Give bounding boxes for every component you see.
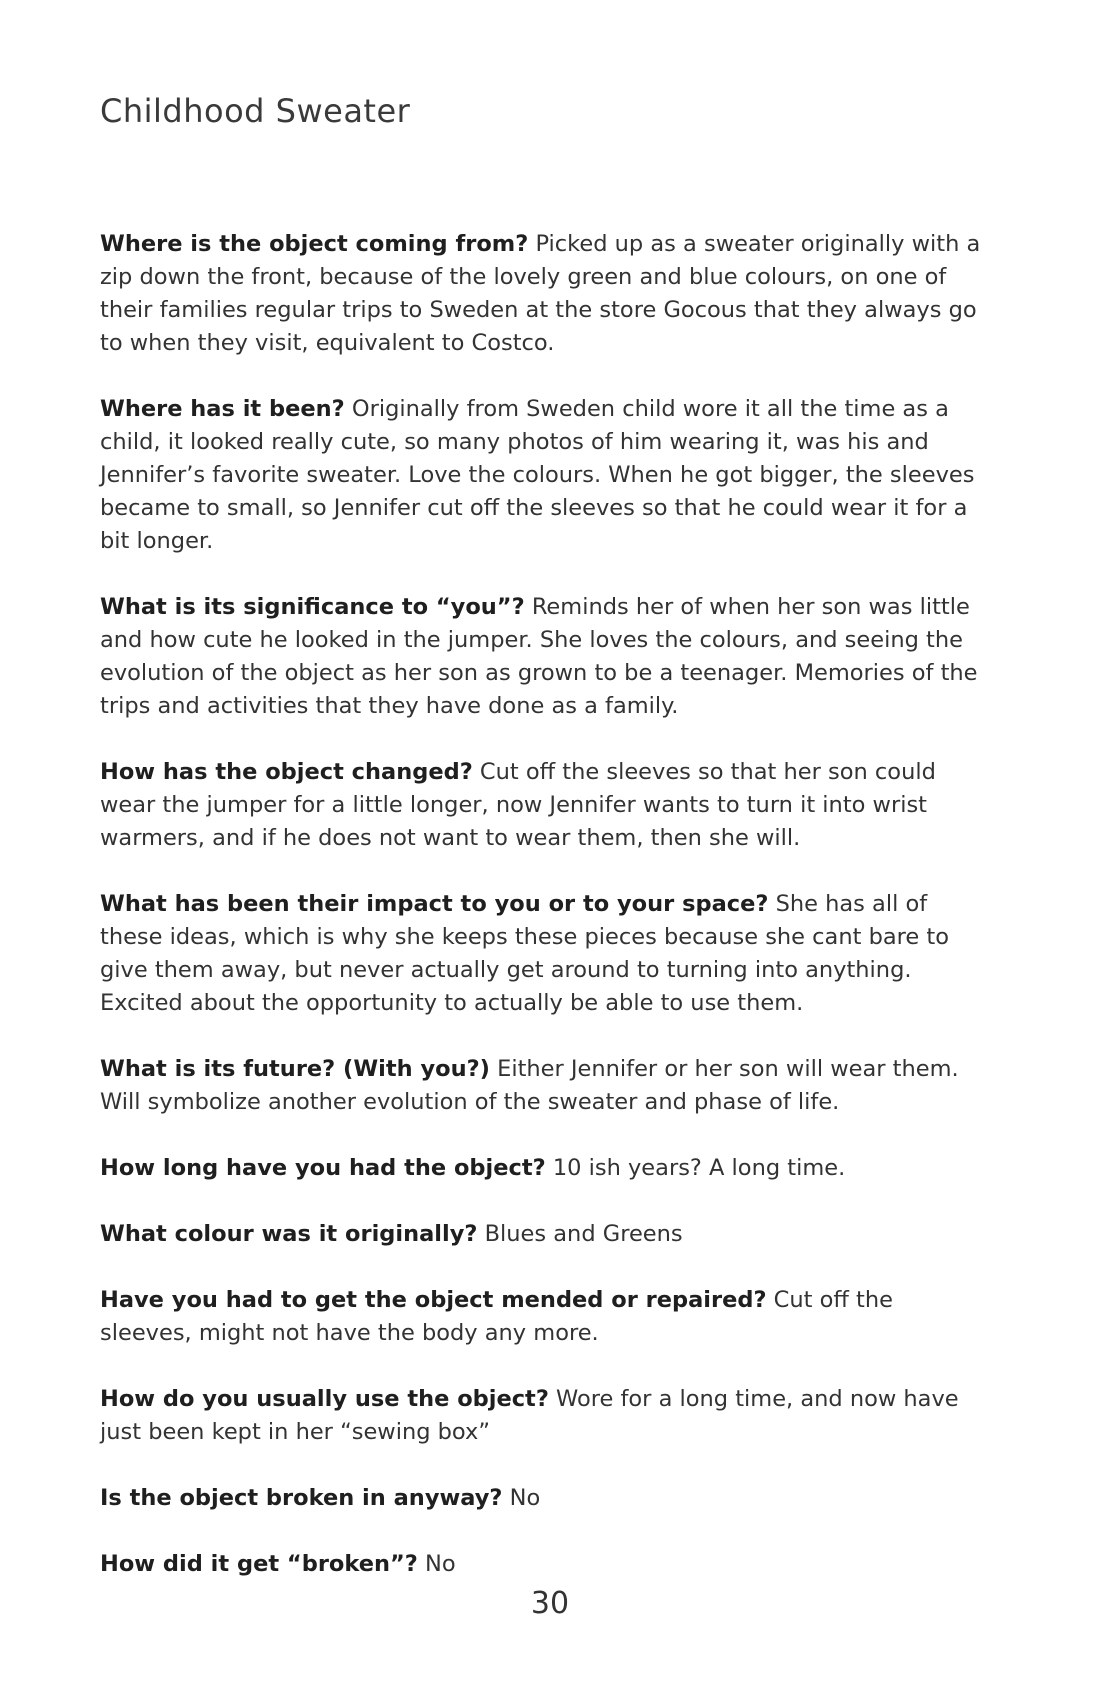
page-title: Childhood Sweater bbox=[100, 92, 411, 130]
qa-item bbox=[100, 1218, 990, 1251]
answer: No bbox=[425, 1551, 456, 1577]
question: What colour was it originally? bbox=[100, 1221, 478, 1247]
answer: Originally from Sweden child wore it all the time as a child, it looked really cute, so many photos of him wearing it, was his and Jennifer’s favorite sweater. Love the colours. When he got bigger, the sleeves became to small, so Jennifer cut off the sleeves so that he could wear it for a bit longer. bbox=[100, 396, 975, 554]
answer: Reminds her of when her son was little and how cute he looked in the jumper. She loves the colours, and seeing the evolution of the object as her son as grown to be a teenager. Memories of the trips and activities that they have done as a family. bbox=[100, 594, 978, 719]
qa-item bbox=[100, 228, 990, 360]
question: What is its significance to “you”? bbox=[100, 594, 525, 620]
question: How long have you had the object? bbox=[100, 1155, 546, 1181]
qa-item bbox=[100, 756, 990, 855]
qa-item bbox=[100, 1383, 990, 1449]
qa-item bbox=[100, 1548, 990, 1581]
qa-item bbox=[100, 1152, 990, 1185]
answer: Picked up as a sweater originally with a zip down the front, because of the lovely green and blue colours, on one of their families regular trips to Sweden at the store Gocous that they always go to when they visit, equivalent to Costco. bbox=[100, 231, 981, 356]
answer: Cut off the sleeves so that her son could wear the jumper for a little longer, now Jennifer wants to turn it into wrist warmers, and if he does not want to wear them, then she will. bbox=[100, 759, 936, 851]
answer: No bbox=[509, 1485, 541, 1511]
qa-item bbox=[100, 1284, 990, 1350]
qa-item bbox=[100, 1482, 990, 1515]
question: Is the object broken in anyway? bbox=[100, 1485, 503, 1511]
question: How do you usually use the object? bbox=[100, 1386, 549, 1412]
question: Where has it been? bbox=[100, 396, 345, 422]
answer: Wore for a long time, and now have just been kept in her “sewing box” bbox=[100, 1386, 959, 1445]
qa-item bbox=[100, 888, 990, 1020]
answer: Either Jennifer or her son will wear them. Will symbolize another evolution of the sweater and phase of life. bbox=[100, 1056, 959, 1115]
answer: She has all of these ideas, which is why she keeps these pieces because she cant bare to give them away, but never actually get around to turning into anything. Excited about the opportunity to actually be able to use them. bbox=[100, 891, 949, 1016]
question: How did it get “broken”? bbox=[100, 1551, 418, 1577]
answer: 10 ish years? A long time. bbox=[552, 1155, 846, 1181]
question: Where is the object coming from? bbox=[100, 231, 529, 257]
qa-list bbox=[100, 228, 990, 1614]
qa-item bbox=[100, 591, 990, 723]
answer: Blues and Greens bbox=[484, 1221, 683, 1247]
qa-item bbox=[100, 393, 990, 558]
qa-item bbox=[100, 1053, 990, 1119]
question: Have you had to get the object mended or repaired? bbox=[100, 1287, 767, 1313]
page-number: 30 bbox=[530, 1586, 570, 1621]
question: How has the object changed? bbox=[100, 759, 473, 785]
question: What is its future? (With you?) bbox=[100, 1056, 490, 1082]
answer: Cut off the sleeves, might not have the body any more. bbox=[100, 1287, 893, 1346]
question: What has been their impact to you or to your space? bbox=[100, 891, 769, 917]
